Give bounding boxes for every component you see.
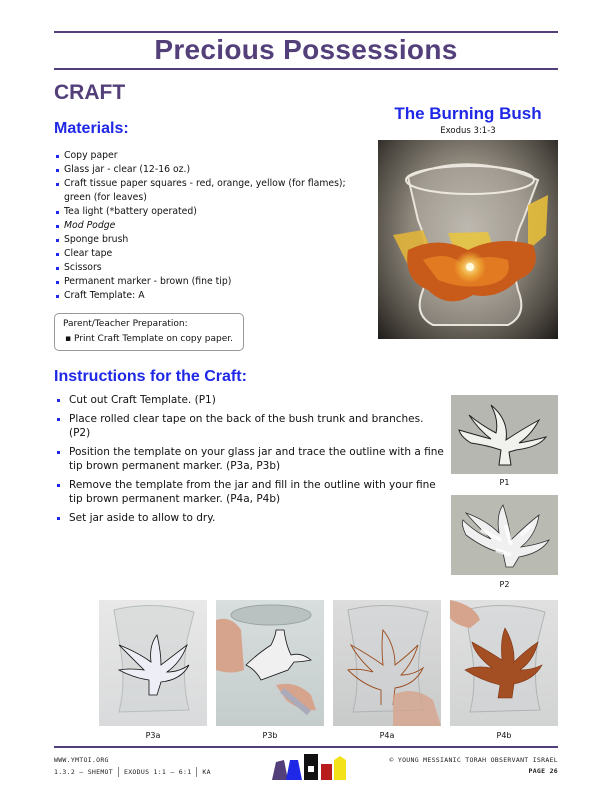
footer-series: 1.3.2 – SHEMOT <box>54 768 113 776</box>
list-item: Craft Template: A <box>56 289 346 303</box>
page-number: PAGE 26 <box>528 767 558 775</box>
list-item: green (for leaves) <box>64 192 147 203</box>
ymtoi-logo <box>270 752 350 782</box>
footer-rule <box>54 746 558 748</box>
list-item: Glass jar - clear (12-16 oz.) <box>56 163 346 177</box>
list-item: Tea light (*battery operated) <box>56 205 346 219</box>
caption-p3b: P3b <box>262 731 278 740</box>
list-item: Scissors <box>56 261 346 275</box>
instruction-step: Cut out Craft Template. (P1) <box>56 393 446 407</box>
footer-portion: EXODUS 1:1 – 6:1 <box>124 768 192 776</box>
photo-p4b <box>450 600 558 726</box>
photo-p3a <box>99 600 207 726</box>
photo-p1 <box>451 395 558 474</box>
caption-p1: P1 <box>499 478 510 487</box>
caption-p3a: P3a <box>145 731 161 740</box>
preparation-heading: Parent/Teacher Preparation: <box>63 319 188 329</box>
list-item: Copy paper <box>56 149 346 163</box>
photo-p4a <box>333 600 441 726</box>
list-item: Sponge brush <box>56 233 346 247</box>
photo-p3b <box>216 600 324 726</box>
instruction-step: Position the template on your glass jar and trace the outline with a fine tip brown permanent marker. (P3a, P3b) <box>56 445 446 473</box>
list-item: Mod Podge <box>56 219 346 233</box>
preparation-box <box>54 313 244 351</box>
instruction-step: Place rolled clear tape on the back of the bush trunk and branches. (P2) <box>56 412 446 440</box>
caption-p2: P2 <box>499 580 510 589</box>
list-item: Clear tape <box>56 247 346 261</box>
materials-list <box>56 149 346 303</box>
top-rule <box>54 31 558 33</box>
section-title: CRAFT <box>54 81 126 104</box>
footer-level: KA <box>202 768 211 776</box>
burning-bush-photo <box>378 140 558 339</box>
instructions-heading: Instructions for the Craft: <box>54 368 247 385</box>
preparation-item: ▪ Print Craft Template on copy paper. <box>65 334 233 344</box>
materials-heading: Materials: <box>54 120 129 137</box>
list-item: Permanent marker - brown (fine tip) <box>56 275 346 289</box>
instruction-step: Set jar aside to allow to dry. <box>56 511 446 525</box>
title-rule <box>54 68 558 70</box>
caption-p4b: P4b <box>496 731 512 740</box>
footer-series-info <box>54 767 211 777</box>
caption-p4a: P4a <box>379 731 395 740</box>
list-item: Craft tissue paper squares - red, orange, yellow (for flames); <box>56 177 346 191</box>
footer-website[interactable]: WWW.YMTOI.ORG <box>54 756 109 764</box>
page-title: Precious Possessions <box>154 34 458 65</box>
instructions-list <box>56 393 446 530</box>
footer-copyright: © YOUNG MESSIANIC TORAH OBSERVANT ISRAEL <box>389 756 558 764</box>
photo-p2 <box>451 495 558 575</box>
instruction-step: Remove the template from the jar and fill in the outline with your fine tip brown permanent marker. (P4a, P4b) <box>56 478 446 506</box>
scripture-reference: Exodus 3:1-3 <box>440 126 496 136</box>
feature-title: The Burning Bush <box>394 104 542 123</box>
